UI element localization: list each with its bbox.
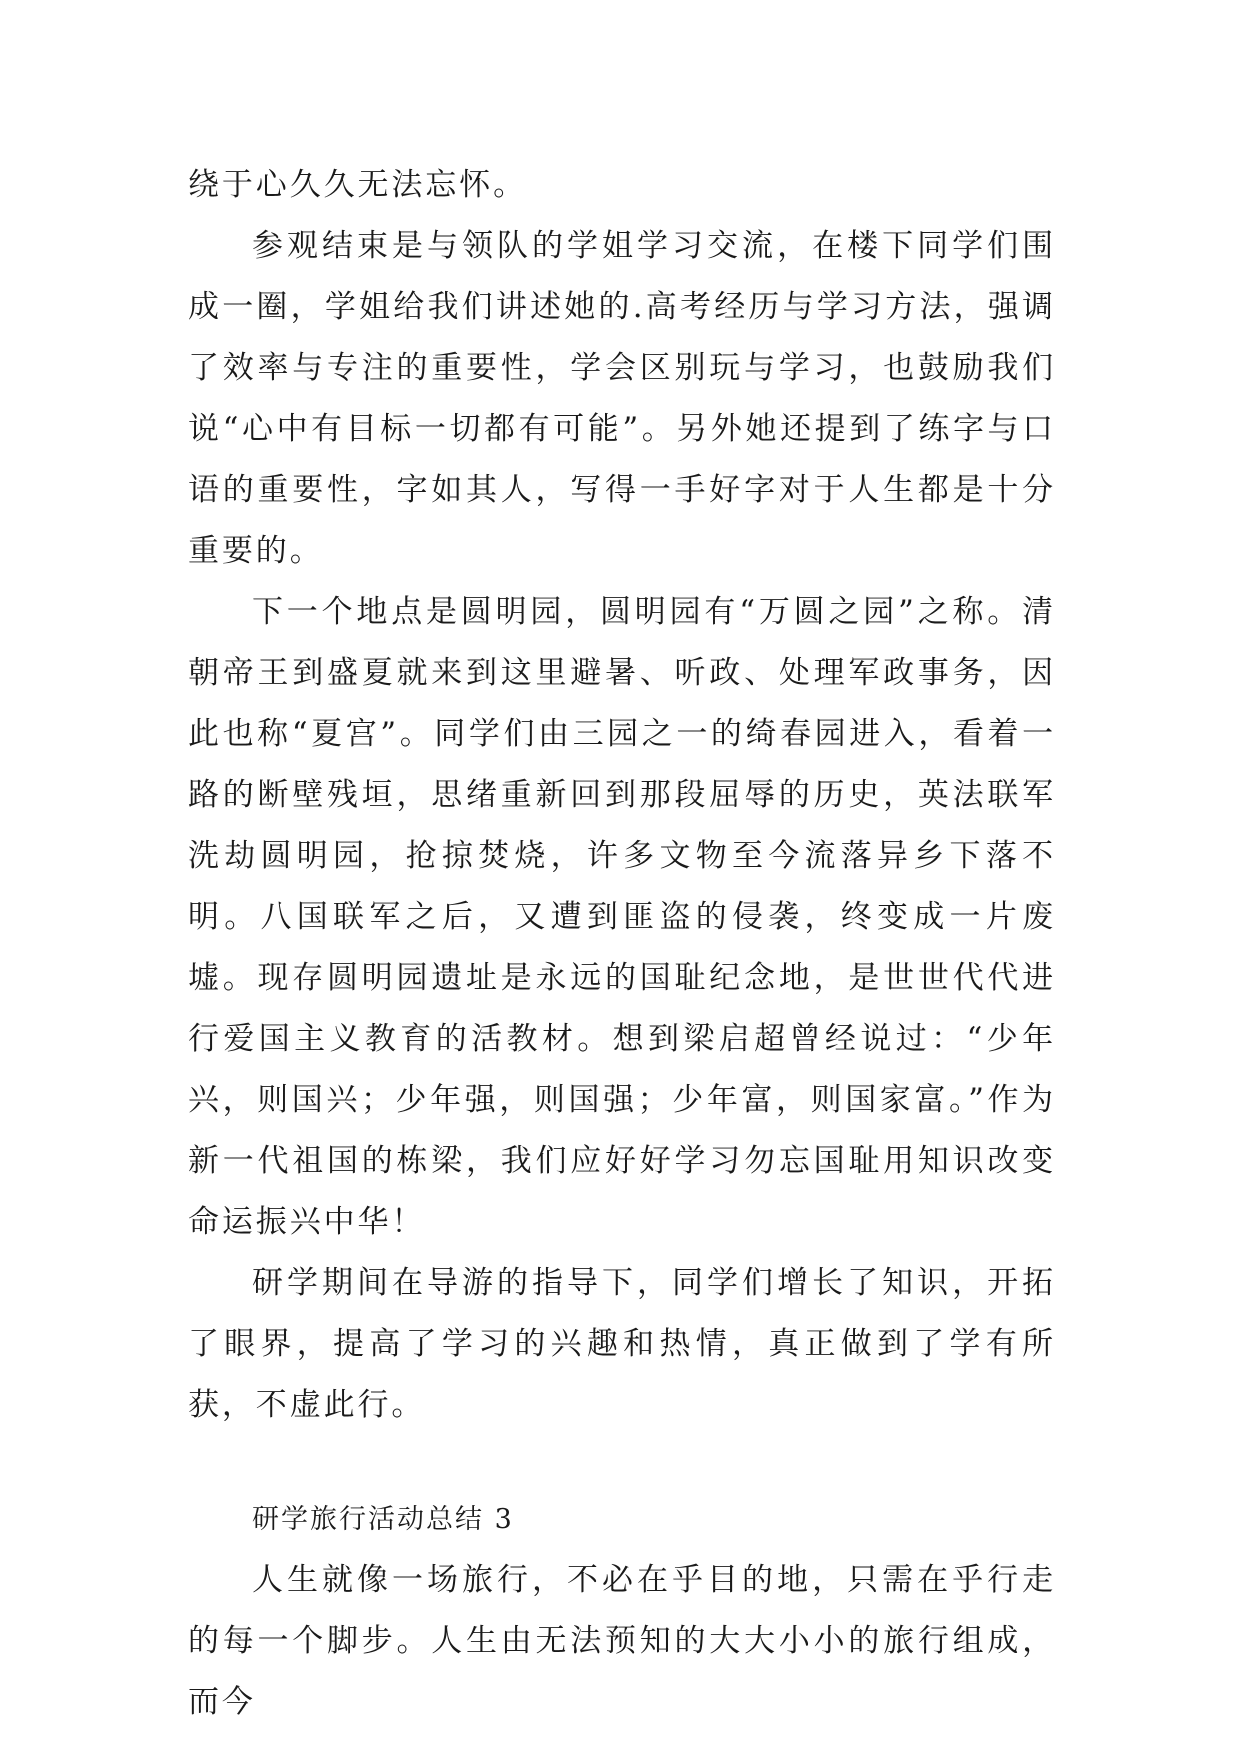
paragraph-conclusion: 研学期间在导游的指导下，同学们增长了知识，开拓了眼界，提高了学习的兴趣和热情，真正做到了学有所获，不虚此行。 — [188, 1265, 1056, 1423]
paragraph-senior-exchange: 参观结束是与领队的学姐学习交流，在楼下同学们围成一圈，学姐给我们讲述她的.高考经历与学习方法，强调了效率与专注的重要性，学会区别玩与学习，也鼓励我们说“心中有目标一切都有可能”。另外她还提到了练字与口语的重要性，字如其人，写得一手好字对于人生都是十分重要的。 — [188, 228, 1056, 569]
paragraph-life-journey: 人生就像一场旅行，不必在乎目的地，只需在乎行走的每一个脚步。人生由无法预知的大大小小的旅行组成，而今 — [188, 1562, 1056, 1720]
section-heading: 研学旅行活动总结 3 — [252, 1504, 514, 1535]
paragraph-continuation: 绕于心久久无法忘怀。 — [188, 167, 527, 203]
document-page — [188, 155, 1056, 1733]
paragraph-yuanmingyuan: 下一个地点是圆明园，圆明园有“万圆之园”之称。清朝帝王到盛夏就来到这里避暑、听政、处理军政事务，因此也称“夏宫”。同学们由三园之一的绮春园进入，看着一路的断壁残垣，思绪重新回到那段屈辱的历史，英法联军洗劫圆明园，抢掠焚烧，许多文物至今流落异乡下落不明。八国联军之后，又遭到匪盗的侵袭，终变成一片废墟。现存圆明园遗址是永远的国耻纪念地，是世世代代进行爱国主义教育的活教材。想到梁启超曾经说过：“少年兴，则国兴；少年强，则国强；少年富，则国家富。”作为新一代祖国的栋梁，我们应好好学习勿忘国耻用知识改变命运振兴中华！ — [188, 594, 1056, 1240]
